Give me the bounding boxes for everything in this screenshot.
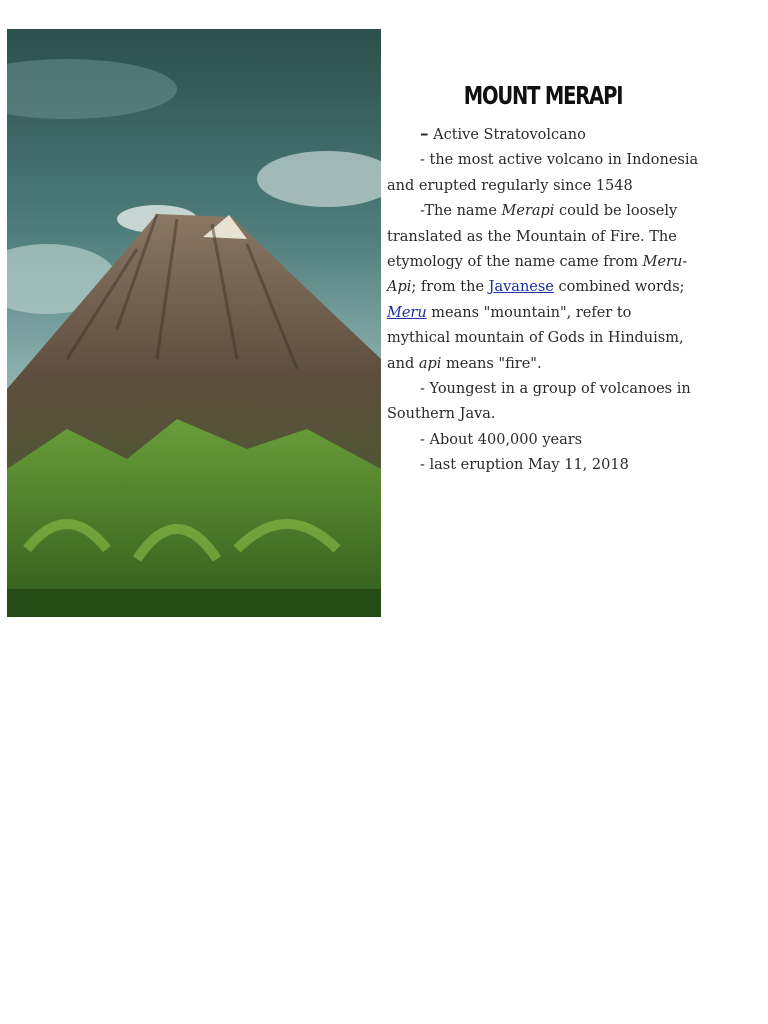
term-api: api xyxy=(418,355,442,372)
text-segment: -The name xyxy=(420,203,502,220)
meru-link-text[interactable]: Meru xyxy=(387,304,427,321)
bullet-last-eruption: - last eruption May 11, 2018 xyxy=(420,457,629,474)
bullet-etymology xyxy=(387,199,699,377)
text-segment: means "fire". xyxy=(441,355,542,372)
text-segment: combined words; xyxy=(553,279,685,296)
bullet-text: Active Stratovolcano xyxy=(433,127,586,143)
bullet-active-stratovolcano xyxy=(387,122,699,148)
term-merapi: Merapi xyxy=(501,203,555,220)
javanese-link[interactable]: Javanese xyxy=(488,279,554,296)
text-segment: ; from the xyxy=(411,279,489,296)
meru-link[interactable] xyxy=(387,305,427,321)
text-segment: could be loosely translated as the Mountain of Fire. The etymology of the name came from xyxy=(387,203,678,271)
mount-merapi-photo xyxy=(7,29,381,617)
bullet-age: - About 400,000 years xyxy=(420,431,583,448)
bullet-dash: – xyxy=(420,124,429,144)
page-title: MOUNT MERAPI xyxy=(463,81,623,110)
bullet-youngest: - Youngest in a group of volcanoes in Southern Java. xyxy=(387,381,691,423)
term-meru-api: Meru-Api xyxy=(387,254,688,296)
bullet-most-active: - the most active volcano in Indonesia and erupted regularly since 1548 xyxy=(387,152,699,194)
article-text xyxy=(387,78,699,479)
text-segment: means "mountain", refer to mythical mountain of Gods in Hinduism, and xyxy=(387,304,684,372)
